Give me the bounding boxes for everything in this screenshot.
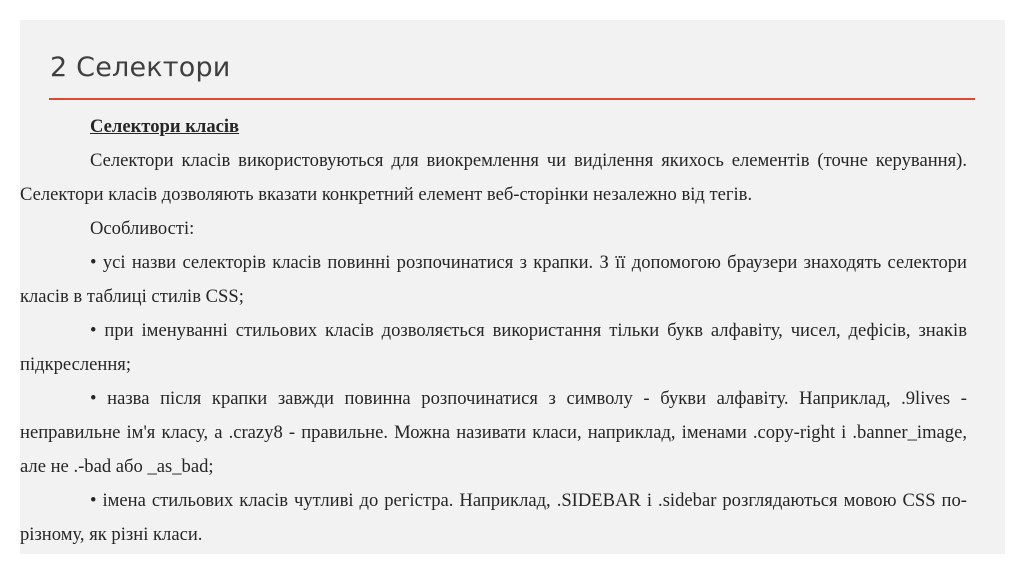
section-heading: Селектори класів [90, 116, 240, 137]
slide-title: 2 Селектори [50, 52, 231, 83]
bullet-item: • усі назви селекторів класів повинні розпочинатися з крапки. З її допомогою браузери знаходять селектори класів в таблиці стилів CSS; [20, 252, 967, 307]
title-divider [49, 98, 975, 100]
slide-content [20, 110, 967, 552]
bullet-item: • при іменуванні стильових класів дозволяється використання тільки букв алфавіту, чисел, дефісів, знаків підкреслення; [20, 320, 967, 375]
intro-wrap [20, 144, 967, 212]
intro-paragraph: Селектори класів використовуються для виокремлення чи виділення якихось елементів (точне керування). Селектори класів дозволяють вказати конкретний елемент веб-сторінки незалежно від тегів. [20, 150, 967, 205]
bullet-item: • назва після крапки завжди повинна розпочинатися з символу - букви алфавіту. Наприклад, .9lives - неправильне ім'я класу, а .crazy8 - правильне. Можна називати класи, наприклад, іменами .copy-right і .banner_image, але не .-bad або _as_bad; [20, 388, 967, 477]
bullet-list [20, 246, 967, 552]
slide [20, 20, 1005, 554]
features-label: Особливості: [90, 218, 195, 239]
bullet-item: • імена стильових класів чутливі до регістра. Наприклад, .SIDEBAR і .sidebar розглядаються мовою CSS по-різному, як різні класи. [20, 490, 967, 545]
